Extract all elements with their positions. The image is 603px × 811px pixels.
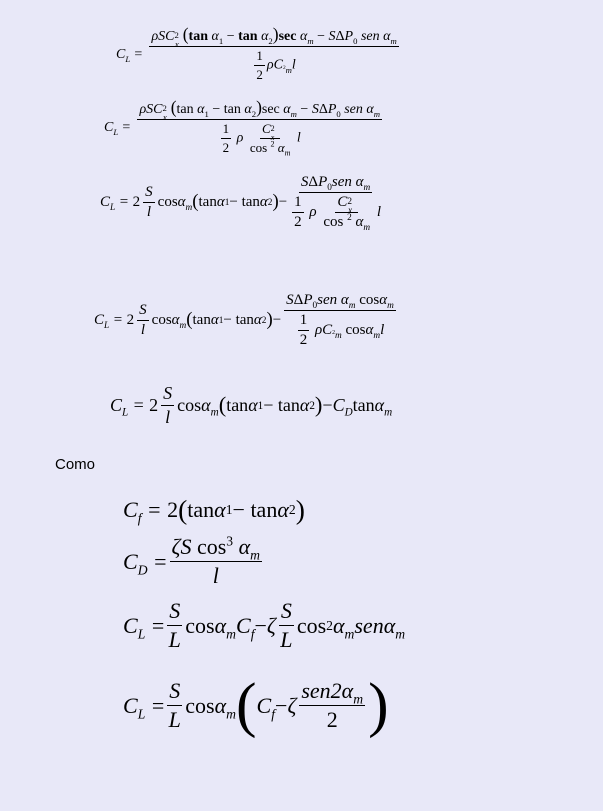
equation-6: $C_f$ = 2 ( tan α 1 − tan α 2 )	[123, 494, 305, 526]
equation-8: $C_L$ = $\frac{S}{L}$ cos $\alpha_mC_f$ − ζ $\frac{S}{L}$ cos 2 $\alpha_msen\alpha_m$	[123, 598, 406, 652]
equation-1: $C_L$ = ρSC$_{2x}$ (tan $\alpha_1 - \tan \alpha_2)\sec$ $\alpha_m - S\Delta P_0$ sen $\alpha_m$ $\frac{1}{2}$ $\rho C_{^2m}l$	[116, 24, 397, 82]
equation-2: $C_L$ = ρSC$_{2x}$ (tan $\alpha_1 - \tan \alpha_2)\sec$ $\alpha_m - S\Delta P_0$ sen $\alpha_m$ $\frac{1}{2}$ ρ $\frac{C_{2x}}{\cos ^2 \alpha_m}$ l	[104, 97, 381, 158]
label-como: Como	[55, 456, 96, 473]
equation-4: $C_L$ = 2 $\frac{S}{l}$ cos $\alpha_m$ ( tan α 1 − tan α 2 ) − $S\Delta P_0sen$ $\alpha_m$ cosα$_m$ $\frac{1}{2}$ $\rho C_{^2m}$ cosα$_m$l	[94, 292, 394, 348]
equation-9: $C_L$ = $\frac{S}{L}$ cos $\alpha_m$ ( $C_f$ − ζ $\frac{sen2\alpha_m}{2}$ )	[123, 671, 389, 739]
equation-3: $C_L$ = 2 $\frac{S}{l}$ cos $\alpha_m$ ( tan α 1 − tan α 2 ) − $S\Delta P_0sen$ $\alpha_m$ $\frac{1}{2}$ ρ $\frac{C_{2x}}{\cos ^2 \alpha_m}$ l	[100, 174, 382, 233]
equation-5: $C_L$ = 2 $\frac{S}{l}$ cos $\alpha_m$ ( tan α 1 − tan α 2 ) − $C_D$ tan $\alpha_m$	[110, 383, 393, 427]
equation-7: $C_D$ = $\frac{\zeta S \cos^3 \alpha_m}{l}$	[123, 533, 260, 588]
